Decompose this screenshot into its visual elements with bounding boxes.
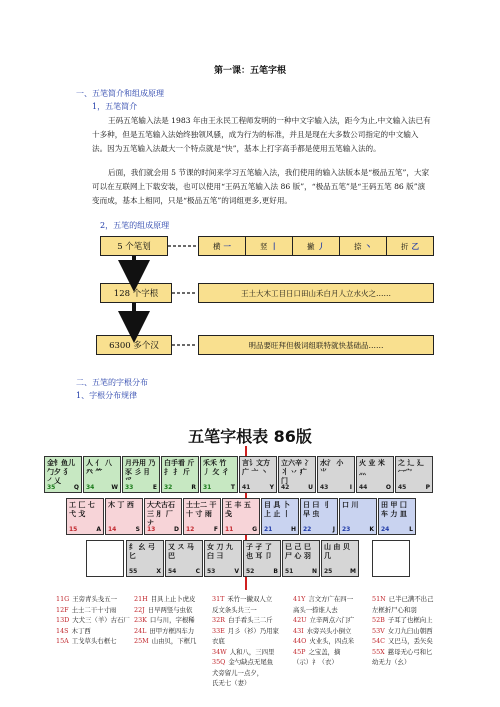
legend-text: 月彡（衫）乃用家 (227, 626, 279, 635)
legend-code: 33E (212, 626, 225, 635)
section-heading-intro: 一、五笔简介和组成原理 (76, 89, 164, 98)
key-roots: 目 具 卜 上 止 丨 (264, 501, 290, 518)
key-code: 33 (125, 484, 134, 491)
legend-text: 金勺缺点无尾鱼 (228, 658, 274, 666)
legend-entry (56, 615, 131, 626)
legend-text: 白手看头三二斤 (227, 616, 273, 624)
key-roots: 土士二 干 十 寸 雨 (186, 501, 217, 518)
legend-code: 11G (56, 595, 70, 603)
key-code: 52 (246, 568, 255, 575)
legend-text: 水旁兴头小倒立 (306, 626, 352, 635)
legend-code: 14S (56, 626, 69, 635)
legend-entry (212, 594, 290, 605)
key-roots: 水氵 小 ⺌ (320, 459, 344, 476)
legend-entry (372, 647, 452, 658)
legend-entry (293, 636, 371, 647)
legend-text: 左框折尸心和羽 (372, 605, 417, 614)
key-blank-comma (372, 540, 410, 577)
key-letter: C (195, 568, 200, 575)
legend-entry (372, 626, 452, 637)
subheading-distribution: 1、字根分布规律 (76, 391, 138, 400)
legend-text: 反文条头共三一 (212, 605, 257, 614)
key-roots: 言讠文方 广 亠 丶 (242, 459, 270, 476)
key-t (200, 456, 238, 493)
keyboard-title: 五笔字根表 86版 (188, 427, 312, 446)
subheading-intro: 1，五笔简介 (92, 102, 138, 111)
key-roots: 日 曰 刂 早 虫 (303, 501, 329, 518)
legend-entry (372, 615, 452, 626)
legend-code: 35Q (212, 658, 226, 666)
key-code: 11 (225, 526, 234, 533)
key-code: 13 (147, 526, 156, 533)
legend-entry (212, 626, 290, 637)
key-code: 51 (285, 568, 294, 575)
chars-box: 明品要旺拜但极词组联特就快基础品…… (198, 335, 434, 355)
key-roots: 木 丁 西 (108, 501, 134, 509)
key-letter: Y (269, 484, 274, 491)
key-letter: N (311, 568, 317, 575)
key-letter: W (111, 484, 118, 491)
key-o (356, 456, 394, 493)
legend-text: 子耳了也框向上 (387, 616, 433, 624)
stroke-zhe: 折 乙 (386, 237, 433, 255)
legend-text: 言文方广在四一 (308, 595, 354, 603)
key-roots: 金钅鱼儿 勹夕 犭 ㇒乂 (47, 459, 75, 485)
roots-box: 王土大木工目日口田山禾白月人立水火之…… (198, 283, 434, 303)
key-letter: A (96, 526, 101, 533)
key-q (44, 456, 82, 493)
legend-text: 山由贝，下框几 (151, 637, 197, 645)
legend-code: 53V (372, 626, 385, 635)
legend-text: 工戈草头右框七 (71, 637, 117, 645)
key-letter: U (308, 484, 313, 491)
key-code: 43 (320, 484, 329, 491)
legend-text: 已半已满不出己 (388, 595, 434, 603)
key-code: 35 (47, 484, 56, 491)
legend-code: 45P (293, 647, 306, 656)
key-code: 15 (69, 526, 78, 533)
legend-column-3 (212, 594, 290, 689)
key-i (317, 456, 355, 493)
legend-text: 木丁西 (71, 626, 91, 635)
legend-entry (212, 615, 290, 626)
key-code: 44 (359, 484, 368, 491)
key-code: 45 (398, 484, 407, 491)
stroke-pie: 撇 丿 (292, 237, 339, 255)
legend-text: 火业头，四点米 (309, 637, 355, 645)
legend-code: 41Y (293, 595, 306, 603)
legend-text: （示）礻（衣） (293, 658, 338, 666)
intro-paragraph: 王码五笔输入法是 1983 年由王永民工程师发明的一种中文字输入法，距今为止,中文输入法已有十多种，但是五笔输入法始终独领风骚，成为行为的标准，并且是现在大多数公司指定的中文输入法。因为五笔输入法最大一个特点就是“快”，基本上打字高手都是使用五笔输入法的。 (92, 116, 431, 153)
legend-code: 12F (56, 605, 69, 614)
legend-code: 52B (372, 616, 385, 624)
legend-code: 54C (372, 637, 386, 645)
key-h (261, 498, 299, 535)
legend-code: 22J (134, 605, 145, 614)
legend-text: 幼无力（幺） (372, 658, 411, 666)
key-code: 14 (108, 526, 117, 533)
stroke-shu: 竖 丨 (245, 237, 292, 255)
key-letter: H (290, 526, 296, 533)
legend-entry (212, 678, 290, 689)
key-letter: F (213, 526, 218, 533)
legend-entry (293, 615, 371, 626)
key-letter: D (174, 526, 179, 533)
legend-text: 口与川，字根稀 (149, 616, 195, 624)
legend-entry (372, 605, 452, 616)
legend-entry (293, 605, 371, 616)
legend-code: 13D (56, 616, 70, 624)
legend-column-1 (56, 594, 131, 647)
legend-code: 15A (56, 637, 69, 645)
key-code: 41 (242, 484, 251, 491)
key-roots: 大犬古石 三 ⺼ 厂 ナ (147, 501, 175, 527)
legend-entry (293, 657, 371, 668)
legend-text: 慈母无心弓和匕 (387, 647, 433, 656)
key-code: 22 (303, 526, 312, 533)
legend-entry (372, 636, 452, 647)
legend-code: 44O (293, 637, 307, 645)
legend-code: 34W (212, 647, 227, 656)
key-blank-z (86, 540, 124, 577)
key-roots: 田 甲 囗 车 力 皿 (381, 501, 407, 518)
legend-entry (134, 605, 212, 616)
page-title: 第一课：五笔字根 (213, 66, 286, 76)
legend-text: 高头一捺谁人去 (293, 605, 338, 614)
key-g (222, 498, 260, 535)
key-roots: 工 匚 七 弋 戈 (69, 501, 95, 518)
legend-entry (372, 594, 452, 605)
key-m (321, 540, 359, 577)
legend-text: 土士二干十寸雨 (71, 605, 117, 614)
key-letter: B (273, 568, 278, 575)
key-roots: 月丹用 乃 豕 彡 ⺝ 爫 (125, 459, 156, 485)
legend-entry (212, 668, 290, 679)
key-letter: Q (73, 484, 79, 491)
legend-column-5 (372, 594, 452, 668)
key-code: 34 (86, 484, 95, 491)
key-code: 54 (168, 568, 177, 575)
key-r (161, 456, 199, 493)
key-roots: 已 己 巳 尸 心 羽 (285, 543, 311, 560)
legend-entry (134, 626, 212, 637)
legend-code: 23K (134, 616, 147, 624)
key-letter: G (252, 526, 257, 533)
key-roots: 人 亻 八 癶 ⺮ (86, 459, 112, 476)
key-letter: V (234, 568, 239, 575)
legend-text: 又巴马，丢矢矣 (388, 637, 433, 645)
legend-text: 田甲方框四车力 (149, 626, 195, 635)
key-roots: 又 ス 马 巴 (168, 543, 194, 560)
legend-column-4 (293, 594, 371, 668)
legend-text: 禾竹一撇双人立 (227, 595, 273, 603)
legend-code: 31T (212, 595, 225, 603)
legend-text: 目具上止卜虎皮 (150, 595, 196, 603)
legend-text: 大犬三（羊）古石厂 (72, 616, 130, 624)
stroke-heng: 横 一 (213, 241, 231, 251)
key-code: 55 (129, 568, 138, 575)
key-a (66, 498, 104, 535)
legend-entry (212, 605, 290, 616)
stroke-na: 捺 丶 (339, 237, 386, 255)
flow-box-strokes: 5 个笔划 (100, 236, 168, 256)
flow-box-roots: 128 个字根 (100, 283, 172, 303)
legend-entry (212, 657, 290, 668)
legend-text: 人和八，三四里 (229, 647, 275, 656)
key-roots: 立六辛 冫丬 丷 疒门 (281, 459, 312, 485)
legend-entry (56, 636, 131, 647)
key-code: 53 (207, 568, 216, 575)
key-letter: E (152, 484, 157, 491)
key-letter: L (409, 526, 413, 533)
legend-entry (293, 647, 371, 658)
key-letter: S (135, 526, 140, 533)
legend-entry (134, 636, 212, 647)
key-letter: X (156, 568, 161, 575)
legend-text: 立辛两点六门疒 (309, 616, 355, 624)
legend-entry (56, 594, 131, 605)
key-roots: 王 丰 五 戋 (225, 501, 251, 518)
key-code: 23 (342, 526, 351, 533)
section-heading-distribution: 二、五笔的字根分布 (76, 378, 148, 387)
legend-text: 王旁青头戋五一 (72, 595, 117, 603)
legend-entry (293, 594, 371, 605)
key-c (165, 540, 203, 577)
key-letter: M (350, 568, 356, 575)
key-letter: K (369, 526, 374, 533)
key-roots: 火 业 米 灬 (359, 459, 385, 476)
legend-column-2 (134, 594, 212, 647)
legend-entry (212, 636, 290, 647)
legend-entry (56, 626, 131, 637)
key-v (204, 540, 242, 577)
legend-code: 21H (134, 595, 148, 603)
version-paragraph: 后面，我们就会用 5 节课的时间来学习五笔输入法，我们使用的输入法版本是“极品五笔”，大家可以在互联网上下载安装，也可以使用“王码五笔输入法 86 版”，“极品五笔”是“王码五笔 86 版”演变而成，基本上相同，只是“极品五笔”的词组更多,更好用。 (92, 168, 430, 205)
key-y (239, 456, 277, 493)
key-d (144, 498, 182, 535)
key-w (83, 456, 121, 493)
key-roots: 山 由 贝 几 (324, 543, 350, 560)
legend-text: 氏无七（妻） (212, 679, 251, 687)
legend-text: 女刀九臼山朝西 (387, 626, 433, 635)
key-code: 12 (186, 526, 195, 533)
key-u (278, 456, 316, 493)
key-x (126, 540, 164, 577)
key-letter: O (385, 484, 391, 491)
legend-entry (212, 647, 290, 658)
key-e (122, 456, 160, 493)
key-code: 25 (324, 568, 333, 575)
legend-code: 32R (212, 616, 225, 624)
legend-code: 24L (134, 626, 147, 635)
legend-entry (134, 615, 212, 626)
key-b (243, 540, 281, 577)
key-k (339, 498, 377, 535)
key-code: 42 (281, 484, 290, 491)
key-code: 24 (381, 526, 390, 533)
legend-code: 25M (134, 637, 149, 645)
key-letter: T (230, 484, 235, 491)
key-roots: 禾禾 竹 丿 攵 彳 (203, 459, 229, 476)
legend-entry (372, 657, 452, 668)
legend-entry (56, 605, 131, 616)
key-l (378, 498, 416, 535)
legend-code: 43I (293, 626, 304, 635)
key-letter: J (332, 526, 335, 533)
key-roots: 之 辶 廴 冖宀 (398, 459, 424, 476)
key-roots: 女 刀 九 臼 彐 (207, 543, 233, 560)
key-roots: 口 川 (342, 501, 359, 509)
key-code: 32 (164, 484, 173, 491)
key-roots: 纟 幺 弓 匕 (129, 543, 155, 560)
key-s (105, 498, 143, 535)
legend-code: 42U (293, 616, 307, 624)
key-letter: P (425, 484, 430, 491)
key-f (183, 498, 221, 535)
subheading-principle: 2，五笔的组成原理 (100, 221, 170, 230)
legend-text: 之宝盖，摘 (308, 647, 341, 656)
key-code: 21 (264, 526, 273, 533)
legend-code: 51N (372, 595, 386, 603)
key-letter: R (191, 484, 196, 491)
key-j (300, 498, 338, 535)
key-n (282, 540, 320, 577)
legend-entry (134, 594, 212, 605)
legend-text: 日早两竖与虫依 (147, 605, 193, 614)
strokes-box (198, 236, 434, 256)
key-letter: I (349, 484, 352, 491)
legend-text: 犬旁留儿一点夕， (212, 668, 264, 677)
legend-entry (293, 626, 371, 637)
flow-box-chars: 6300 多个汉 (96, 335, 172, 355)
key-p (395, 456, 433, 493)
legend-text: 衣底 (212, 637, 225, 645)
legend-code: 55X (372, 647, 385, 656)
key-roots: 子 孑 了 也 耳 卩 (246, 543, 272, 560)
key-code: 31 (203, 484, 212, 491)
key-roots: 白手看 斤 ⺘ 扌 斤 (164, 459, 195, 476)
